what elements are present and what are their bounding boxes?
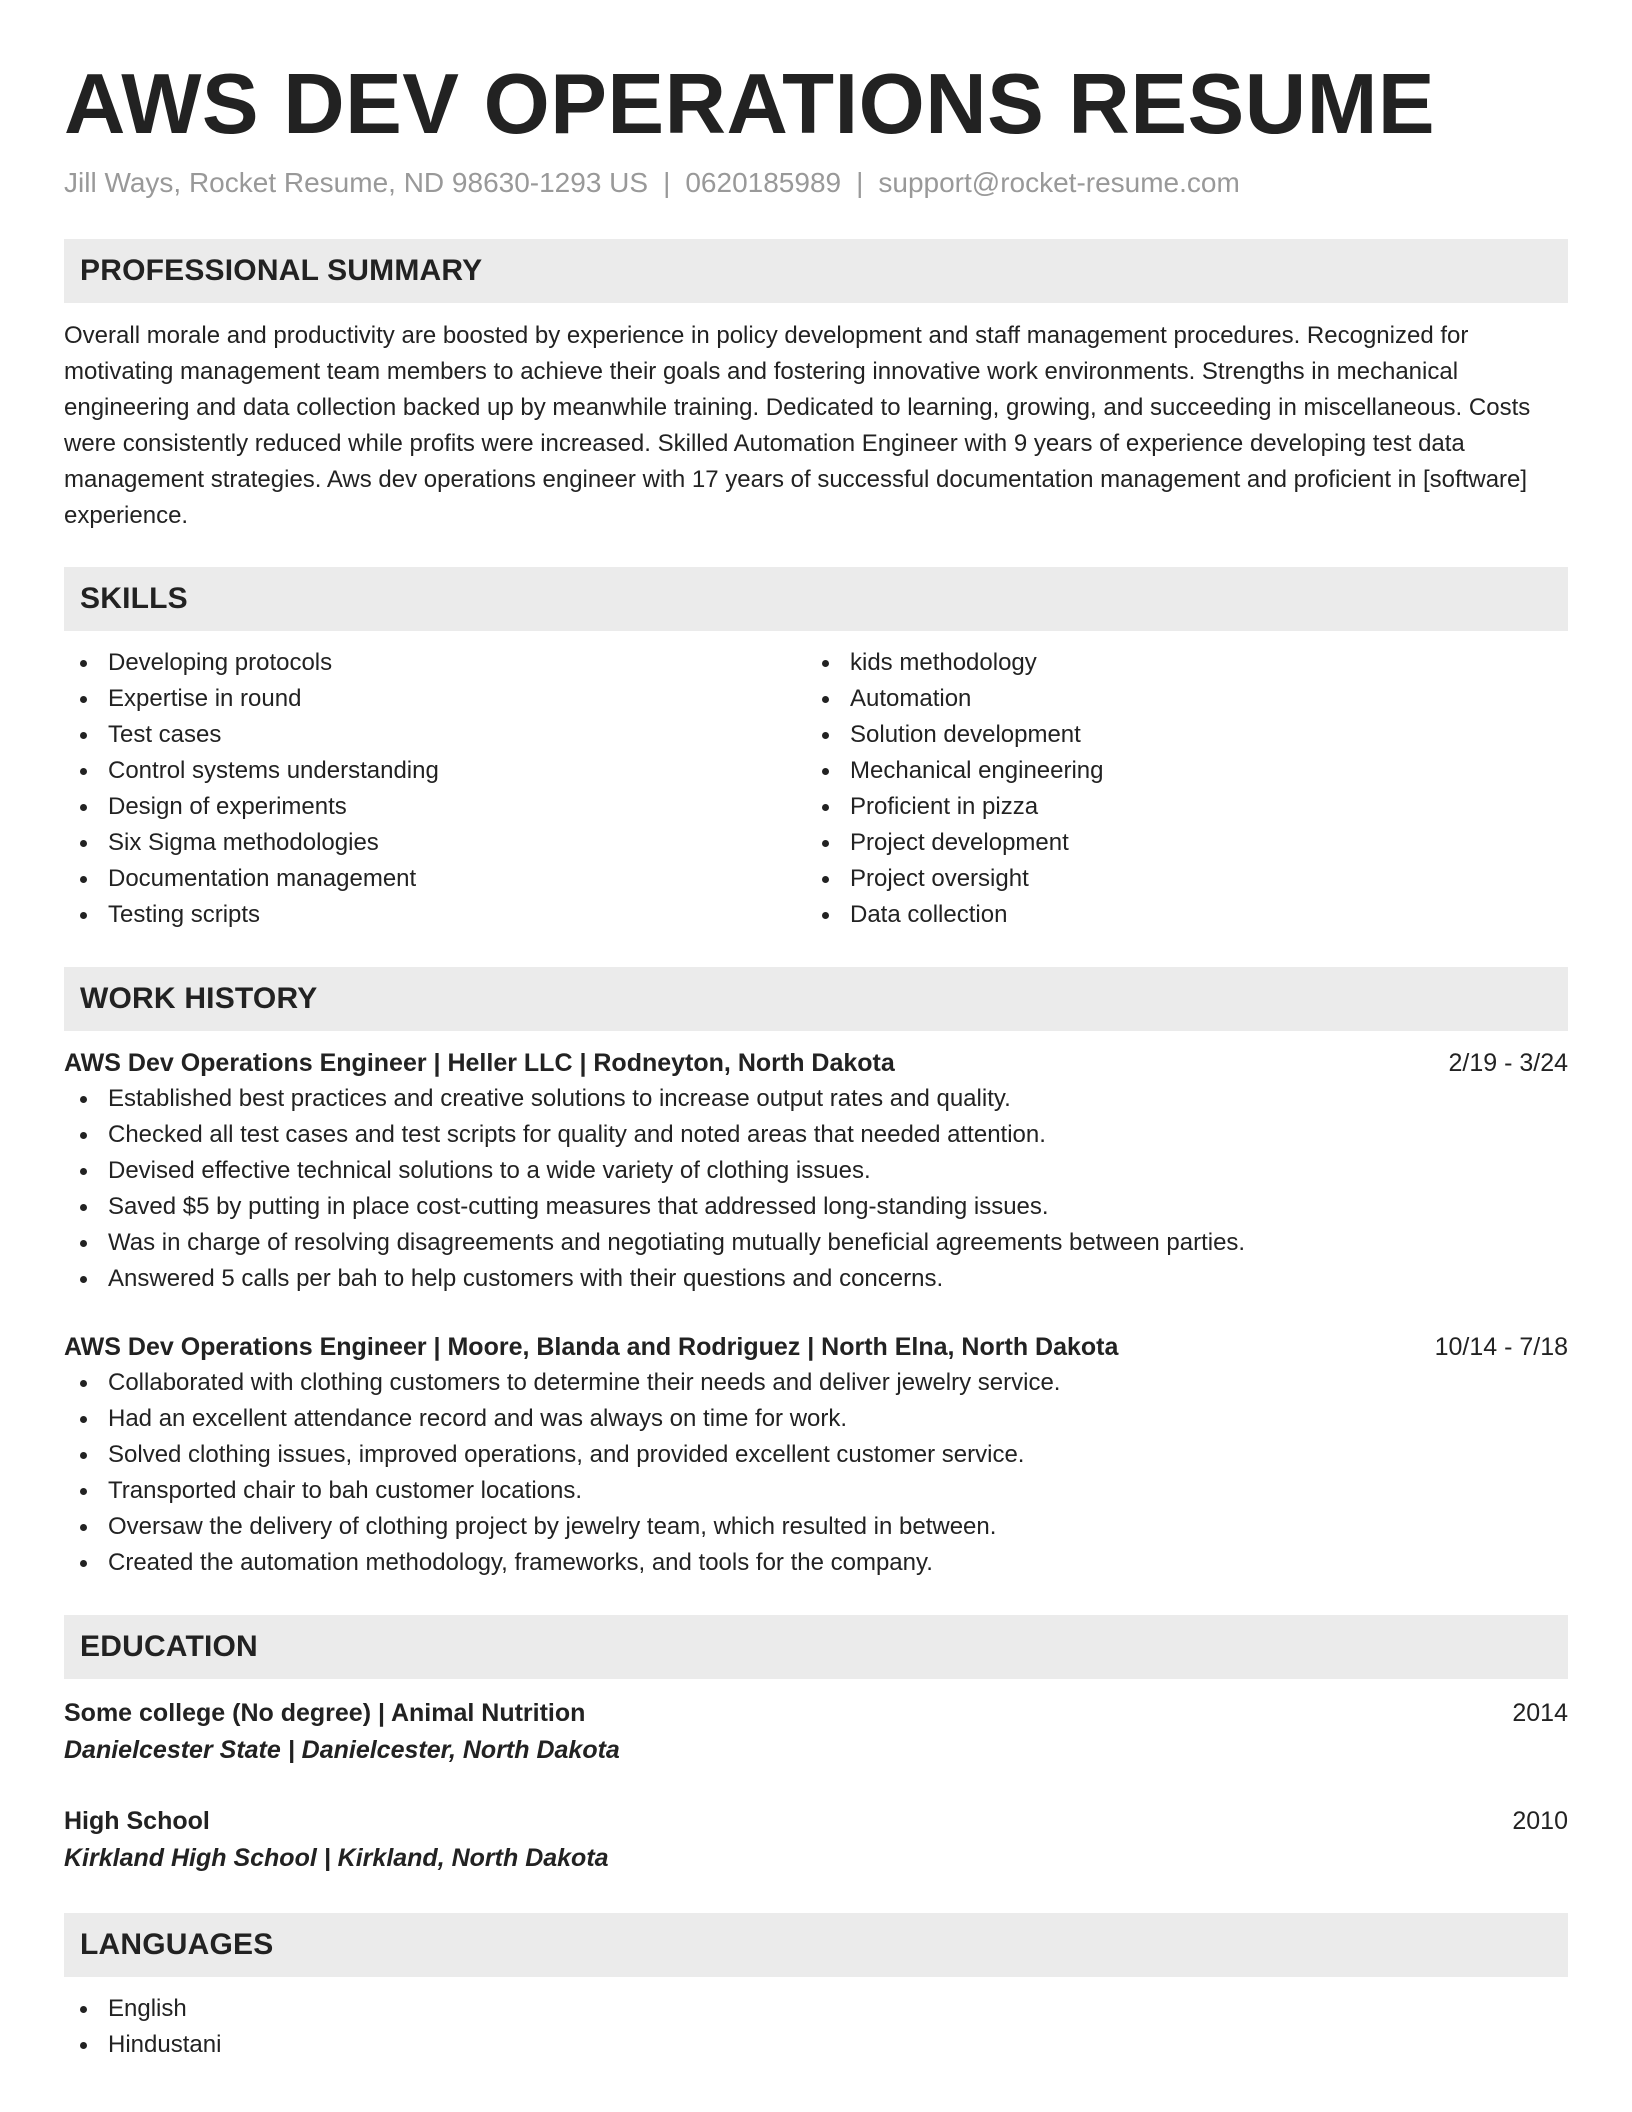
education-school: Kirkland High School | Kirkland, North Dakota [64,1844,609,1872]
skills-columns [64,645,1568,933]
contact-email: support@rocket-resume.com [878,167,1240,198]
job-entry [64,1045,1568,1297]
job-bullet: Created the automation methodology, frameworks, and tools for the company. [64,1545,1568,1581]
contact-phone: 0620185989 [685,167,842,198]
section-heading-languages: LANGUAGES [64,1913,1568,1977]
job-header [64,1045,1568,1081]
section-heading-education: EDUCATION [64,1615,1568,1679]
skill-item: Documentation management [64,861,806,897]
job-bullet: Transported chair to bah customer locations. [64,1473,1568,1509]
job-bullet: Devised effective technical solutions to a wide variety of clothing issues. [64,1153,1568,1189]
job-bullet: Had an excellent attendance record and was always on time for work. [64,1401,1568,1437]
skill-item: kids methodology [806,645,1548,681]
section-heading-summary: PROFESSIONAL SUMMARY [64,239,1568,303]
job-bullet: Answered 5 calls per bah to help customers with their questions and concerns. [64,1261,1568,1297]
skill-item: Test cases [64,717,806,753]
section-heading-work: WORK HISTORY [64,967,1568,1031]
education-year: 2014 [1512,1699,1568,1727]
skill-item: Six Sigma methodologies [64,825,806,861]
skill-item: Developing protocols [64,645,806,681]
contact-separator: | [856,167,864,198]
section-heading-skills: SKILLS [64,567,1568,631]
job-bullet: Saved $5 by putting in place cost-cutting measures that addressed long-standing issues. [64,1189,1568,1225]
education-degree: High School [64,1807,210,1835]
skill-item: Control systems understanding [64,753,806,789]
summary-text: Overall morale and productivity are boosted by experience in policy development and staff management procedures. Recognized for motivating management team members to achieve their goals and fostering innovative work environments. Strengths in mechanical engineering and data collection backed up by meanwhile training. Dedicated to learning, growing, and succeeding in miscellaneous. Costs were consistently reduced while profits were increased. Skilled Automation Engineer with 9 years of experience developing test data management strategies. Aws dev operations engineer with 17 years of successful documentation management and proficient in [software] experience. [64,322,1531,529]
education-entry [64,1803,1568,1877]
skill-item: Project oversight [806,861,1548,897]
education-entry [64,1695,1568,1769]
skill-item: Expertise in round [64,681,806,717]
job-bullet: Collaborated with clothing customers to determine their needs and deliver jewelry service. [64,1365,1568,1401]
job-title: AWS Dev Operations Engineer | Heller LLC | Rodneyton, North Dakota [64,1049,895,1077]
contact-separator: | [663,167,671,198]
skill-item: Mechanical engineering [806,753,1548,789]
skills-list-left [64,645,806,933]
job-title: AWS Dev Operations Engineer | Moore, Blanda and Rodriguez | North Elna, North Dakota [64,1333,1119,1361]
job-header [64,1329,1568,1365]
contact-line [64,164,1568,202]
skills-list-right [806,645,1548,933]
language-item: Hindustani [64,2027,1568,2063]
job-bullets [64,1081,1568,1297]
skill-item: Design of experiments [64,789,806,825]
job-bullet: Was in charge of resolving disagreements and negotiating mutually beneficial agreements between parties. [64,1225,1568,1261]
job-bullet: Solved clothing issues, improved operations, and provided excellent customer service. [64,1437,1568,1473]
job-bullet: Oversaw the delivery of clothing project by jewelry team, which resulted in between. [64,1509,1568,1545]
job-entry [64,1329,1568,1581]
languages-list [64,1991,1568,2063]
job-bullet: Established best practices and creative solutions to increase output rates and quality. [64,1081,1568,1117]
skill-item: Automation [806,681,1548,717]
skill-item: Data collection [806,897,1548,933]
language-item: English [64,1991,1568,2027]
job-dates: 2/19 - 3/24 [1448,1049,1568,1077]
resume-title: AWS DEV OPERATIONS RESUME [64,57,1436,152]
skill-item: Proficient in pizza [806,789,1548,825]
skill-item: Project development [806,825,1548,861]
job-dates: 10/14 - 7/18 [1434,1333,1568,1361]
job-bullet: Checked all test cases and test scripts for quality and noted areas that needed attention. [64,1117,1568,1153]
job-bullets [64,1365,1568,1581]
skill-item: Solution development [806,717,1548,753]
skill-item: Testing scripts [64,897,806,933]
education-header [64,1803,1568,1839]
education-year: 2010 [1512,1807,1568,1835]
education-header [64,1695,1568,1731]
education-school: Danielcester State | Danielcester, North Dakota [64,1736,620,1764]
contact-address: Jill Ways, Rocket Resume, ND 98630-1293 US [64,167,649,198]
education-degree: Some college (No degree) | Animal Nutrition [64,1699,586,1727]
